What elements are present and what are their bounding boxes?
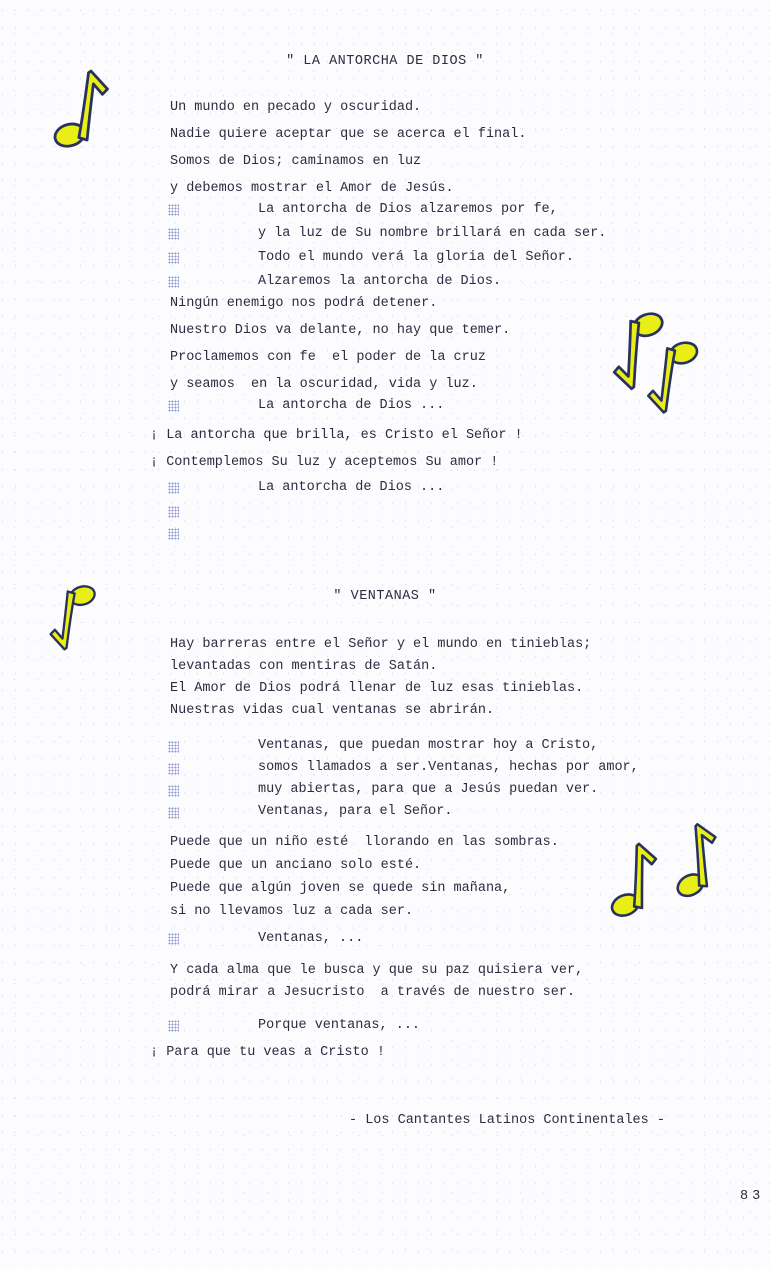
music-note-icon — [643, 336, 701, 423]
lyric-line: Nadie quiere aceptar que se acerca el final. — [170, 127, 527, 142]
marker-row — [168, 500, 179, 523]
exclamation — [150, 422, 523, 476]
chorus-line: La antorcha de Dios alzaremos por fe, — [258, 202, 558, 217]
chorus — [168, 735, 639, 823]
chorus-marker-icon — [168, 785, 179, 797]
chorus-marker-icon — [168, 933, 179, 945]
refrain-line: La antorcha de Dios ... — [258, 480, 445, 495]
lyric-line: Hay barreras entre el Señor y el mundo en tinieblas; — [170, 637, 592, 652]
exclamation-line: ¡ La antorcha que brilla, es Cristo el Señor ! — [150, 428, 523, 443]
lyric-line: Proclamemos con fe el poder de la cruz — [170, 350, 486, 365]
chorus-marker-icon — [168, 528, 179, 540]
chorus-line: Ventanas, que puedan mostrar hoy a Cristo, — [258, 738, 599, 753]
exclamation-line: ¡ Contemplemos Su luz y aceptemos Su amor ! — [150, 455, 499, 470]
chorus — [168, 198, 606, 294]
chorus-line: somos llamados a ser.Ventanas, hechas por amor, — [258, 760, 639, 775]
chorus-line: Todo el mundo verá la gloria del Señor. — [258, 250, 574, 265]
lyric-line: Somos de Dios; caminamos en luz — [170, 154, 422, 169]
refrain-line: Porque ventanas, ... — [258, 1018, 421, 1033]
chorus-marker-icon — [168, 807, 179, 819]
lyric-line: Ningún enemigo nos podrá detener. — [170, 296, 438, 311]
refrain — [168, 394, 444, 418]
lyric-line: Un mundo en pecado y oscuridad. — [170, 100, 422, 115]
lyric-line: Nuestras vidas cual ventanas se abrirán. — [170, 703, 495, 718]
lyric-line: Puede que un anciano solo esté. — [170, 858, 422, 873]
lyric-line: Y cada alma que le busca y que su paz quisiera ver, — [170, 963, 584, 978]
lyric-line: Nuestro Dios va delante, no hay que temer. — [170, 323, 511, 338]
chorus-marker-icon — [168, 506, 179, 518]
lyric-line: y seamos en la oscuridad, vida y luz. — [170, 377, 478, 392]
exclamation-line: ¡ Para que tu veas a Cristo ! — [150, 1045, 385, 1060]
chorus-marker-icon — [168, 252, 179, 264]
verse — [170, 94, 526, 202]
chorus-marker-icon — [168, 482, 179, 494]
lyric-line: y debemos mostrar el Amor de Jesús. — [170, 181, 454, 196]
verse — [170, 634, 591, 722]
chorus-marker-icon — [168, 276, 179, 288]
lyric-line: levantadas con mentiras de Satán. — [170, 659, 438, 674]
chorus-line: muy abiertas, para que a Jesús puedan ver. — [258, 782, 599, 797]
lyric-line: Puede que algún joven se quede sin mañana, — [170, 881, 511, 896]
exclamation — [150, 1041, 385, 1065]
lyric-line: si no llevamos luz a cada ser. — [170, 904, 414, 919]
song-title: " VENTANAS " — [333, 589, 437, 604]
refrain-line: La antorcha de Dios ... — [258, 398, 445, 413]
chorus-marker-icon — [168, 228, 179, 240]
refrain — [168, 927, 363, 951]
chorus-marker-icon — [168, 1020, 179, 1032]
chorus-marker-icon — [168, 204, 179, 216]
chorus-marker-icon — [168, 763, 179, 775]
refrain — [168, 1014, 420, 1038]
lyric-line: El Amor de Dios podrá llenar de luz esas tinieblas. — [170, 681, 584, 696]
refrain-line: Ventanas, ... — [258, 931, 364, 946]
chorus-line: Ventanas, para el Señor. — [258, 804, 453, 819]
chorus-marker-icon — [168, 741, 179, 753]
lyric-line: podrá mirar a Jesucristo a través de nuestro ser. — [170, 985, 576, 1000]
lyric-line: Puede que un niño esté llorando en las sombras. — [170, 835, 559, 850]
verse — [170, 831, 559, 923]
credit-line: - Los Cantantes Latinos Continentales - — [349, 1113, 665, 1128]
verse — [170, 960, 583, 1004]
marker-row — [168, 522, 179, 545]
verse — [170, 290, 510, 398]
chorus-marker-icon — [168, 400, 179, 412]
song-title: " LA ANTORCHA DE DIOS " — [286, 54, 484, 69]
refrain — [168, 476, 444, 500]
chorus-line: Alzaremos la antorcha de Dios. — [258, 274, 502, 289]
music-note-icon — [663, 814, 729, 899]
music-note-icon — [51, 60, 113, 152]
chorus-line: y la luz de Su nombre brillará en cada ser. — [258, 226, 607, 241]
music-note-icon — [607, 835, 662, 919]
page-number: 83 — [740, 1189, 765, 1204]
